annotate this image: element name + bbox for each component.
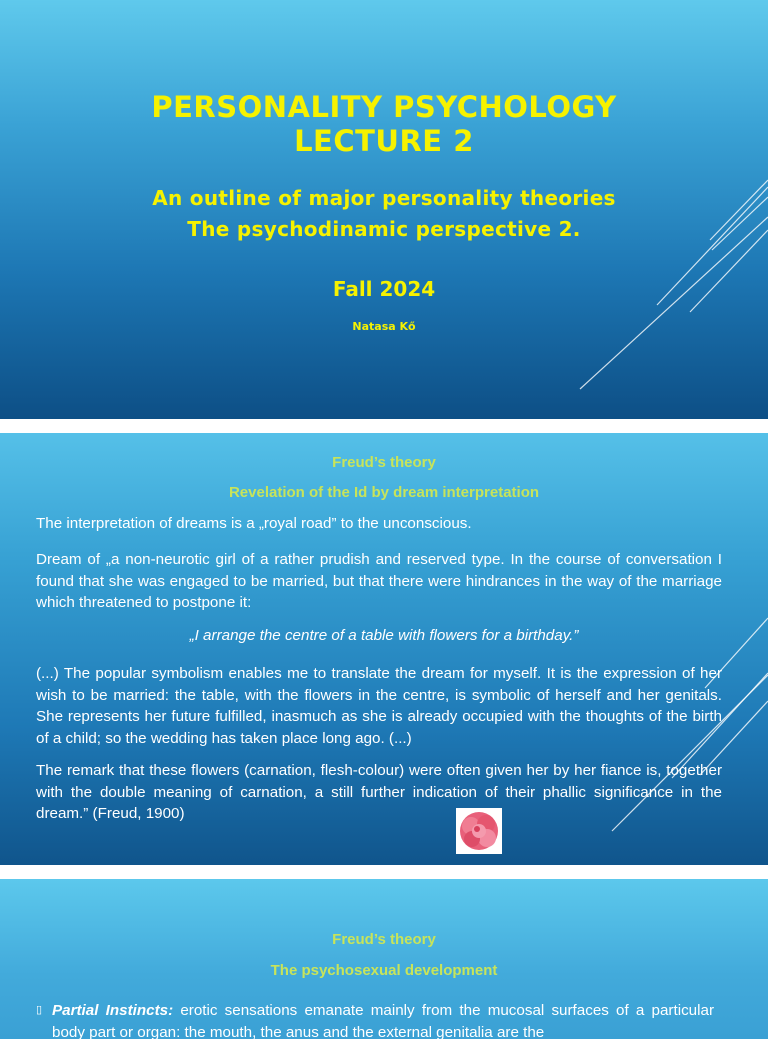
- bullet-term: Partial Instincts:: [52, 1002, 174, 1019]
- carnation-flower-image: [456, 808, 502, 854]
- dream-quote: „I arrange the centre of a table with flowers for a birthday.”: [189, 627, 579, 644]
- author-name: Natasa Kő: [352, 320, 416, 333]
- paragraph-symbolism: (...) The popular symbolism enables me to translate the dream for myself. It is the expression of her wish to be married: the table, with the flowers in the centre, is symbolic of herself and her genitals. She represents her future fulfilled, inasmuch as she is already occupied with the thoughts of the birth of a child; so the wedding has taken place long ago. (...): [36, 665, 722, 747]
- lecture-title-line1: PERSONALITY PSYCHOLOGY: [151, 90, 617, 124]
- section-subheading: The psychosexual development: [270, 962, 498, 979]
- slide-separator: [0, 419, 768, 433]
- paragraph-royal-road: The interpretation of dreams is a „royal road” to the unconscious.: [36, 515, 472, 532]
- psychosexual-development-slide: [0, 879, 768, 1039]
- paragraph-carnation: The remark that these flowers (carnation, flesh-colour) were often given her by her fiance is, together with the double meaning of carnation, a still further indication of their phallic significance in the dream.” (Freud, 1900): [36, 762, 722, 822]
- subtitle-line1: An outline of major personality theories: [152, 186, 616, 210]
- bullet-marker-icon: ▯: [36, 1004, 43, 1016]
- paragraph-dream-intro: Dream of „a non-neurotic girl of a rather prudish and reserved type. In the course of conversation I found that she was engaged to be married, but that there were hindrances in the way of the marriage which threatened to postpone it:: [36, 551, 722, 611]
- term-label: Fall 2024: [332, 277, 436, 301]
- bullet-text: erotic sensations emanate mainly from the mucosal surfaces of a particular body part or organ: the mouth, the anus and the external genitalia are the: [52, 1002, 715, 1039]
- section-heading: Freud’s theory: [332, 931, 436, 948]
- title-slide: [0, 0, 768, 419]
- dream-interpretation-slide: [0, 433, 768, 865]
- section-heading: Freud’s theory: [332, 454, 436, 471]
- lecture-title-line2: LECTURE 2: [294, 124, 474, 158]
- section-subheading: Revelation of the Id by dream interpretation: [228, 484, 540, 501]
- bullet-partial-instincts: [36, 1000, 715, 1039]
- subtitle-line2: The psychodinamic perspective 2.: [187, 217, 581, 241]
- slide-separator: [0, 865, 768, 879]
